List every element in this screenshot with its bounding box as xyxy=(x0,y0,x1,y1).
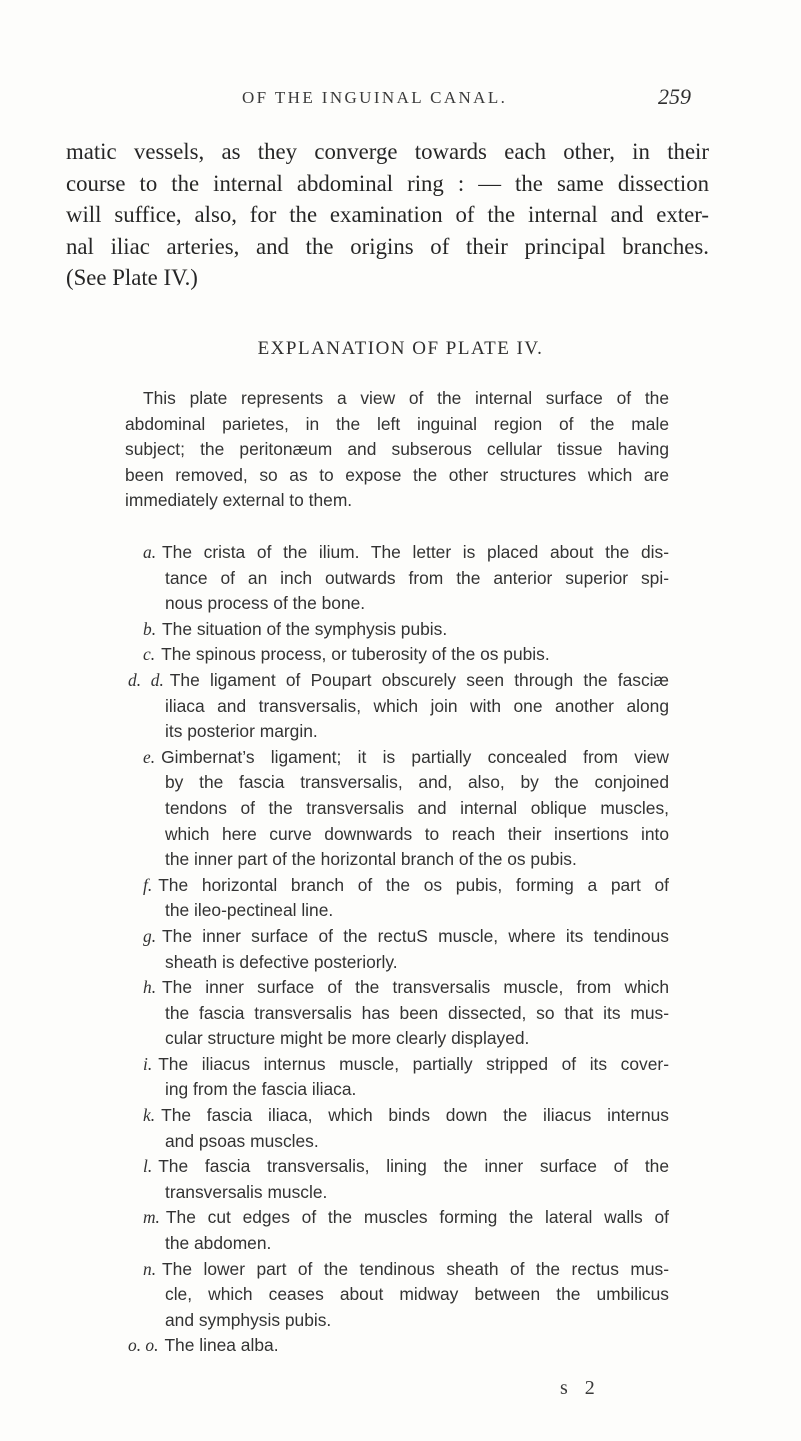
legend-letter: b. xyxy=(143,618,157,639)
legend-item-line: and psoas muscles. xyxy=(165,1130,319,1151)
legend-item xyxy=(128,668,669,745)
legend-item xyxy=(143,873,669,924)
plate-description xyxy=(125,386,669,514)
section-heading: EXPLANATION OF PLATE IV. xyxy=(257,338,544,359)
legend-item-line: transversalis muscle. xyxy=(165,1181,328,1202)
legend-item-line xyxy=(143,873,669,899)
legend-item-line: tendons of the transversalis and internal oblique muscles, xyxy=(165,797,669,818)
legend-letter: n. xyxy=(143,1258,157,1279)
legend-text: The fascia transversalis, lining the inner surface of the xyxy=(158,1156,669,1177)
description-line: been removed, so as to expose the other structures which are xyxy=(125,464,669,485)
legend-item xyxy=(143,1154,669,1205)
legend-item-line: ing from the fascia iliaca. xyxy=(165,1079,357,1100)
legend-item-line: the inner part of the horizontal branch of the os pubis. xyxy=(165,849,577,870)
legend-item-line xyxy=(143,975,669,1001)
intro-line: will suffice, also, for the examination of the internal and exter- xyxy=(66,202,709,228)
legend-item-line: by the fascia transversalis, and, also, by the conjoined xyxy=(165,772,669,793)
legend-letter: m. xyxy=(143,1207,160,1228)
legend-item xyxy=(143,1052,669,1103)
legend-item-line xyxy=(143,1103,669,1129)
legend-item-line xyxy=(143,745,669,771)
legend-item xyxy=(143,745,669,873)
legend-item-line xyxy=(128,1333,669,1359)
legend-item-line: nous process of the bone. xyxy=(165,593,366,614)
page-header xyxy=(0,84,801,114)
legend-letter: i. xyxy=(143,1053,153,1074)
legend-letter: k. xyxy=(143,1105,156,1126)
description-line: immediately external to them. xyxy=(125,490,353,511)
legend-item-line xyxy=(143,1257,669,1283)
signature-mark: s 2 xyxy=(560,1377,601,1399)
legend-text: Gimbernat’s ligament; it is partially concealed from view xyxy=(161,746,669,767)
legend-text: The inner surface of the transversalis muscle, from which xyxy=(162,977,669,998)
legend-item-line: the fascia transversalis has been dissected, so that its mus- xyxy=(165,1002,669,1023)
legend-text: The horizontal branch of the os pubis, forming a part of xyxy=(158,874,669,895)
legend-item xyxy=(143,1257,669,1334)
legend-item-line: tance of an inch outwards from the anterior superior spi- xyxy=(165,567,669,588)
legend-text: The lower part of the tendinous sheath of the rectus mus- xyxy=(162,1258,669,1279)
intro-line: (See Plate IV.) xyxy=(66,265,198,291)
legend-item-line: the ileo-pectineal line. xyxy=(165,900,334,921)
legend-text: The cut edges of the muscles forming the lateral walls of xyxy=(165,1207,669,1228)
legend-item-line xyxy=(143,1205,669,1231)
legend-letter: d. d. xyxy=(128,669,164,690)
legend-item-line: cle, which ceases about midway between the umbilicus xyxy=(165,1284,669,1305)
legend-text: The iliacus internus muscle, partially stripped of its cover- xyxy=(158,1053,669,1074)
legend-item xyxy=(143,1205,669,1256)
legend-letter: c. xyxy=(143,644,156,665)
intro-line: course to the internal abdominal ring : — the same dissection xyxy=(66,170,709,196)
legend-item-line: which here curve downwards to reach their insertions into xyxy=(165,823,669,844)
page-number: 259 xyxy=(658,84,691,109)
legend-item-line: the abdomen. xyxy=(165,1233,272,1254)
legend-item-line: its posterior margin. xyxy=(165,721,318,742)
legend-item-line: and symphysis pubis. xyxy=(165,1309,332,1330)
legend-item xyxy=(143,642,669,668)
legend-list xyxy=(0,540,801,1359)
legend-text: The fascia iliaca, which binds down the iliacus internus xyxy=(161,1105,669,1126)
legend-item-line xyxy=(143,924,669,950)
intro-line: matic vessels, as they converge towards each other, in their xyxy=(66,139,709,164)
legend-text: The linea alba. xyxy=(164,1335,279,1356)
intro-paragraph xyxy=(66,136,709,294)
legend-text: The spinous process, or tuberosity of the os pubis. xyxy=(161,644,550,665)
legend-item xyxy=(143,540,669,617)
legend-item xyxy=(143,924,669,975)
description-line: abdominal parietes, in the left inguinal region of the male xyxy=(125,413,669,434)
legend-text: The situation of the symphysis pubis. xyxy=(162,618,448,639)
legend-letter: l. xyxy=(143,1156,153,1177)
legend-letter: g. xyxy=(143,925,157,946)
legend-item-line: iliaca and transversalis, which join with one another along xyxy=(165,695,669,716)
legend-text: The ligament of Poupart obscurely seen through the fasciæ xyxy=(169,669,669,690)
legend-text: The inner surface of the rectuS muscle, where its tendinous xyxy=(162,925,669,946)
intro-line: nal iliac arteries, and the origins of their principal branches. xyxy=(66,233,709,259)
legend-item xyxy=(143,617,669,643)
description-line: subject; the peritonæum and subserous cellular tissue having xyxy=(125,439,669,460)
legend-item-line xyxy=(143,1052,669,1078)
legend-item xyxy=(128,1333,669,1359)
legend-item-line xyxy=(128,668,669,694)
legend-letter: f. xyxy=(143,874,153,895)
legend-letter: o. o. xyxy=(128,1335,159,1356)
legend-item-line xyxy=(143,1154,669,1180)
legend-letter: a. xyxy=(143,542,157,562)
legend-item xyxy=(143,1103,669,1154)
legend-letter: e. xyxy=(143,746,156,767)
running-title: OF THE INGUINAL CANAL. xyxy=(242,88,508,107)
legend-text: The crista of the ilium. The letter is placed about the dis- xyxy=(162,542,669,562)
legend-item-line xyxy=(143,642,669,668)
legend-item-line: cular structure might be more clearly displayed. xyxy=(165,1028,530,1049)
legend-letter: h. xyxy=(143,977,157,998)
legend-item-line xyxy=(143,617,669,643)
description-line: This plate represents a view of the internal surface of the xyxy=(143,388,669,408)
legend-item xyxy=(143,975,669,1052)
legend-item-line: sheath is defective posteriorly. xyxy=(165,951,398,972)
legend-item-line xyxy=(143,540,669,566)
